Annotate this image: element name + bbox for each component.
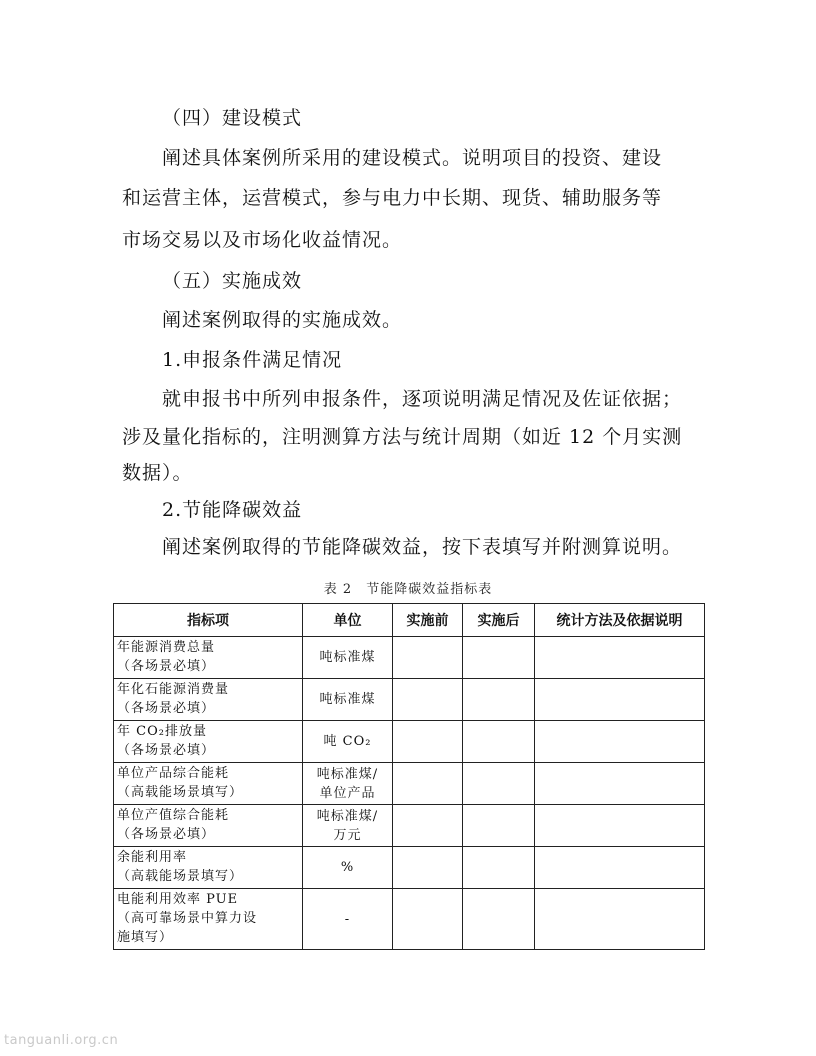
header-after: 实施后: [463, 604, 535, 637]
method-cell: [535, 847, 705, 889]
before-cell: [393, 679, 463, 721]
before-cell: [393, 805, 463, 847]
subsection-1-line-1: 就申报书中所列申报条件，逐项说明满足情况及佐证依据；: [162, 388, 683, 410]
section-4-heading: （四）建设模式: [162, 107, 303, 129]
table-row: [114, 637, 705, 679]
section-4-paragraph-line-3: 市场交易以及市场化收益情况。: [122, 229, 403, 251]
unit-cell: 吨标准煤/ 万元: [303, 805, 393, 847]
method-cell: [535, 763, 705, 805]
after-cell: [463, 847, 535, 889]
table-row: [114, 679, 705, 721]
table-row: [114, 847, 705, 889]
after-cell: [463, 721, 535, 763]
unit-cell: 吨标准煤/ 单位产品: [303, 763, 393, 805]
indicator-cell: 单位产品综合能耗 （高载能场景填写）: [114, 763, 303, 805]
subsection-1-line-2: 涉及量化指标的，注明测算方法与统计周期（如近 12 个月实测: [122, 426, 683, 448]
after-cell: [463, 679, 535, 721]
before-cell: [393, 763, 463, 805]
method-cell: [535, 721, 705, 763]
subsection-2-heading: 2.节能降碳效益: [162, 499, 303, 521]
table-row: [114, 763, 705, 805]
table-caption: 表 2 节能降碳效益指标表: [323, 582, 493, 597]
section-5-heading: （五）实施成效: [162, 270, 303, 292]
metrics-table: [113, 603, 705, 950]
unit-cell: -: [303, 889, 393, 950]
before-cell: [393, 637, 463, 679]
before-cell: [393, 721, 463, 763]
after-cell: [463, 805, 535, 847]
table-row: [114, 721, 705, 763]
header-indicator: 指标项: [114, 604, 303, 637]
header-unit: 单位: [303, 604, 393, 637]
indicator-cell: 余能利用率 （高载能场景填写）: [114, 847, 303, 889]
method-cell: [535, 889, 705, 950]
table-row: [114, 889, 705, 950]
indicator-cell: 单位产值综合能耗 （各场景必填）: [114, 805, 303, 847]
subsection-1-heading: 1.申报条件满足情况: [162, 349, 343, 371]
method-cell: [535, 637, 705, 679]
watermark-text: tanguanli.org.cn: [4, 1033, 119, 1048]
indicator-cell: 年能源消费总量 （各场景必填）: [114, 637, 303, 679]
before-cell: [393, 889, 463, 950]
after-cell: [463, 763, 535, 805]
section-4-paragraph-line-2: 和运营主体，运营模式，参与电力中长期、现货、辅助服务等: [122, 187, 663, 209]
unit-cell: %: [303, 847, 393, 889]
unit-cell: 吨标准煤: [303, 679, 393, 721]
unit-cell: 吨 CO₂: [303, 721, 393, 763]
section-5-paragraph: 阐述案例取得的实施成效。: [162, 309, 403, 331]
table-header-row: [114, 604, 705, 637]
method-cell: [535, 805, 705, 847]
after-cell: [463, 637, 535, 679]
before-cell: [393, 847, 463, 889]
header-method: 统计方法及依据说明: [535, 604, 705, 637]
unit-cell: 吨标准煤: [303, 637, 393, 679]
section-4-paragraph-line-1: 阐述具体案例所采用的建设模式。说明项目的投资、建设: [162, 147, 663, 169]
indicator-cell: 年化石能源消费量 （各场景必填）: [114, 679, 303, 721]
table-row: [114, 805, 705, 847]
indicator-cell: 年 CO₂排放量 （各场景必填）: [114, 721, 303, 763]
subsection-2-line-1: 阐述案例取得的节能降碳效益，按下表填写并附测算说明。: [162, 536, 683, 558]
indicator-cell: 电能利用效率 PUE （高可靠场景中算力设 施填写）: [114, 889, 303, 950]
header-before: 实施前: [393, 604, 463, 637]
method-cell: [535, 679, 705, 721]
subsection-1-line-3: 数据）。: [122, 462, 193, 484]
after-cell: [463, 889, 535, 950]
